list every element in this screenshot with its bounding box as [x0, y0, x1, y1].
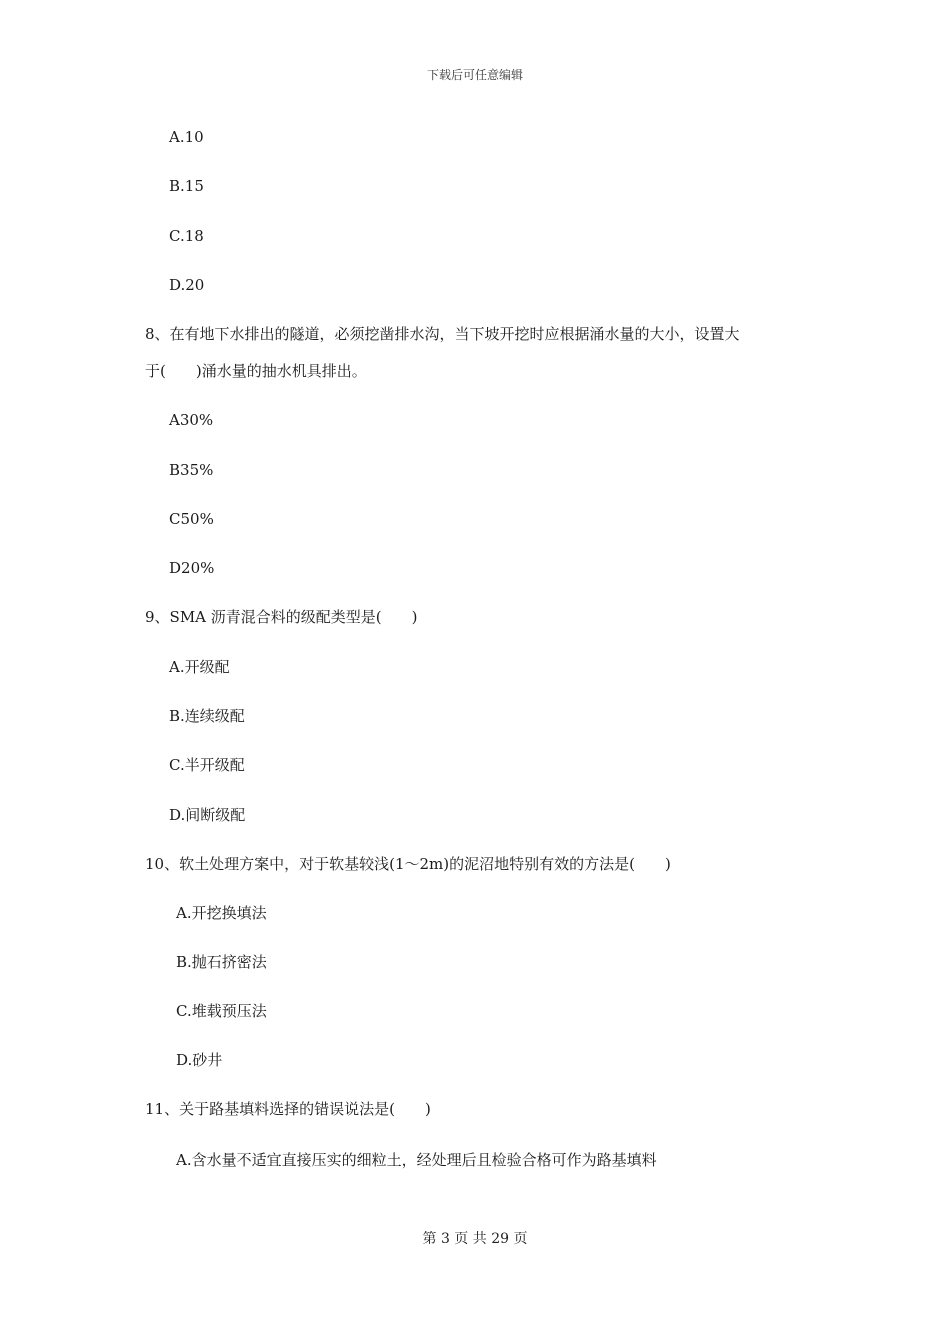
q7-option-d: D.20 [169, 276, 205, 294]
q7-option-a: A.10 [169, 128, 204, 146]
q7-option-b: B.15 [169, 177, 204, 195]
q10-text: 10、软土处理方案中，对于软基较浅(1～2m)的泥沼地特别有效的方法是( ) [145, 855, 671, 873]
q9-option-c: C.半开级配 [169, 756, 245, 774]
q10-option-c: C.堆载预压法 [176, 1002, 267, 1020]
q8-option-b: B35% [169, 461, 214, 479]
q11-option-a: A.含水量不适宜直接压实的细粒土，经处理后且检验合格可作为路基填料 [176, 1151, 657, 1169]
q8-text-line1: 8、在有地下水排出的隧道，必须挖凿排水沟，当下坡开挖时应根据涌水量的大小，设置大 [145, 325, 740, 343]
q8-option-a: A30% [169, 411, 214, 429]
q9-text: 9、SMA 沥青混合料的级配类型是( ) [145, 608, 418, 626]
q8-option-c: C50% [169, 510, 214, 528]
q11-text: 11、关于路基填料选择的错误说法是( ) [145, 1100, 431, 1118]
q9-option-d: D.间断级配 [169, 806, 246, 824]
q9-option-a: A.开级配 [169, 658, 230, 676]
q9-option-b: B.连续级配 [169, 707, 245, 725]
q7-option-c: C.18 [169, 227, 204, 245]
q10-option-d: D.砂井 [176, 1051, 223, 1069]
q8-option-d: D20% [169, 559, 215, 577]
q10-option-a: A.开挖换填法 [176, 904, 267, 922]
page-header: 下载后可任意编辑 [426, 68, 523, 82]
page-footer: 第 3 页 共 29 页 [422, 1231, 528, 1247]
q10-option-b: B.抛石挤密法 [176, 953, 267, 971]
q8-text-line2: 于( )涌水量的抽水机具排出。 [145, 362, 367, 380]
